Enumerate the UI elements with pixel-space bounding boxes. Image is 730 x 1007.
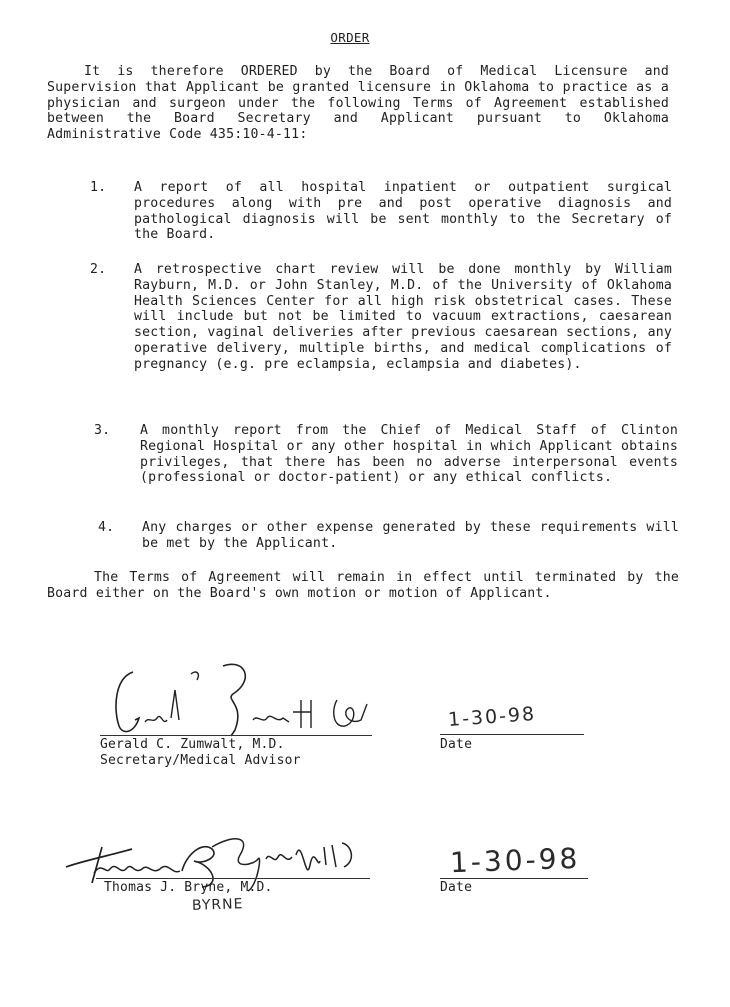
secretary-signature [105, 660, 375, 740]
item-number: 1. [90, 180, 107, 195]
handwritten-date: 1-30-98 [449, 841, 581, 880]
intro-paragraph: It is therefore ORDERED by the Board of Medical Licensure and Supervision that Applicant be granted licensure in Oklahoma to practice as a physician and surgeon under the following Terms of Agreement established between the Board Secretary and Applicant pursuant to Oklahoma Administrative Code 435:10-4-11: [47, 64, 669, 143]
date-line [440, 734, 584, 735]
closing-paragraph: The Terms of Agreement will remain in effect until terminated by the Board either on the Board's own motion or motion of Applicant. [47, 570, 679, 601]
handwritten-date: 1-30-98 [447, 702, 537, 732]
item-text: Any charges or other expense generated by these requirements will be met by the Applicant. [142, 520, 679, 551]
applicant-name: Thomas J. Bryne, M.D. [104, 880, 273, 895]
item-number: 3. [94, 423, 111, 438]
item-text: A report of all hospital inpatient or outpatient surgical procedures along with pre and post operative diagnosis and pathological diagnosis will be sent monthly to the Secretary of the Board. [134, 180, 672, 243]
secretary-role: Secretary/Medical Advisor [100, 753, 301, 768]
item-number: 2. [90, 262, 107, 277]
document-title: ORDER [330, 30, 370, 45]
date-label: Date [440, 880, 473, 895]
handwritten-name-correction: BYRNE [191, 896, 244, 914]
item-text: A retrospective chart review will be done monthly by William Rayburn, M.D. or John Stanley, M.D. of the University of Oklahoma Health Sciences Center for all high risk obstetrical cases. These will include but not be limited to vacuum extractions, caesarean section, vaginal deliveries after previous caesarean sections, any operative delivery, multiple births, and medical complications of pregnancy (e.g. pre eclampsia, eclampsia and diabetes). [134, 262, 672, 372]
secretary-name: Gerald C. Zumwalt, M.D. [100, 737, 285, 752]
date-label: Date [440, 737, 473, 752]
item-number: 4. [98, 520, 115, 535]
item-text: A monthly report from the Chief of Medical Staff of Clinton Regional Hospital or any other hospital in which Applicant obtains privileges, that there has been no adverse interpersonal events (professional or doctor-patient) or any ethical conflicts. [140, 423, 678, 486]
